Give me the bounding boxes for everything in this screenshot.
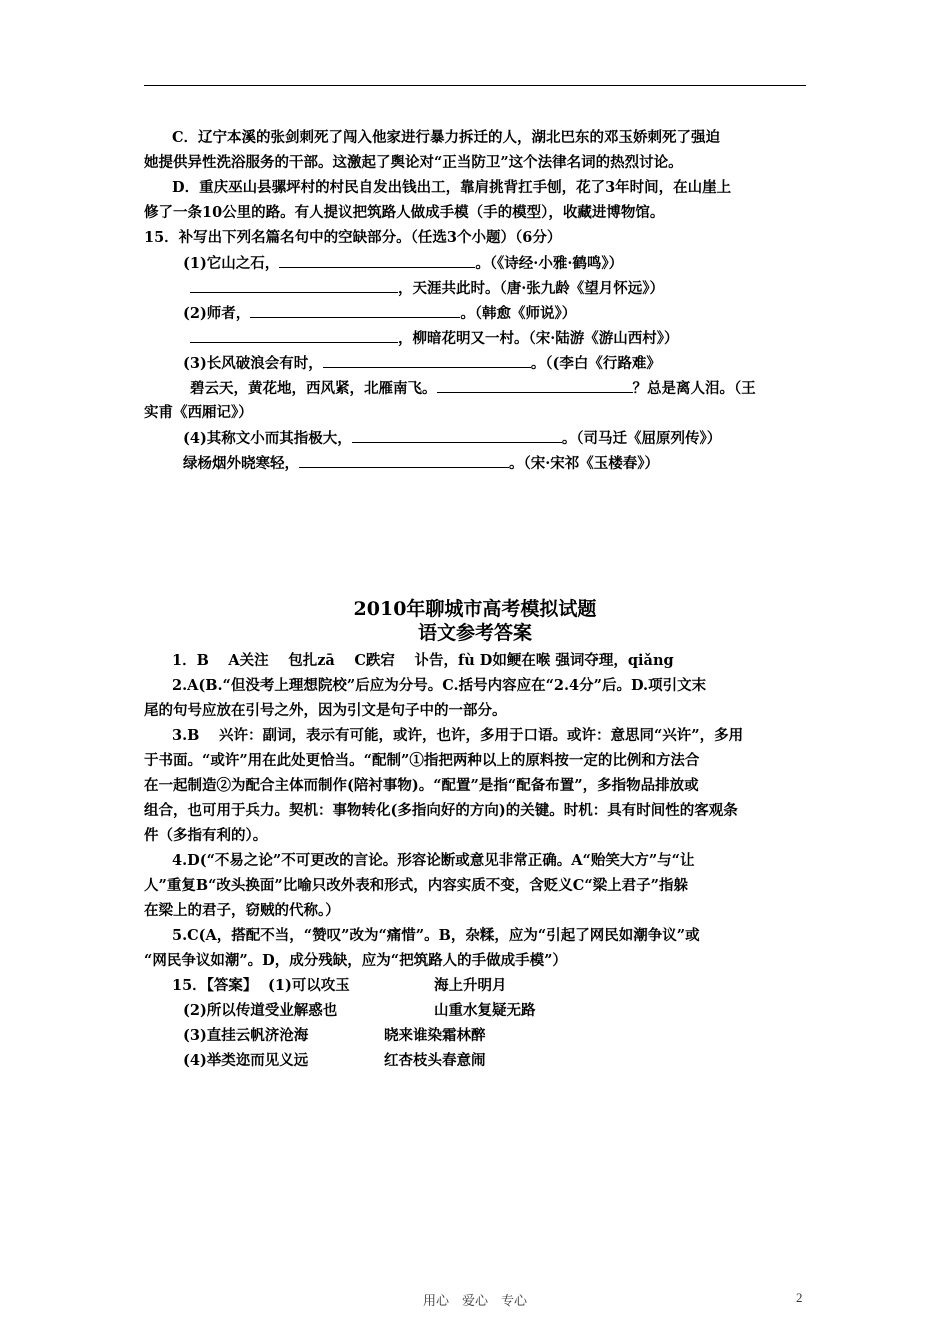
- q15-3b-source: ？总是离人泪。（王: [632, 380, 756, 397]
- q15-2a-text: (2)师者，: [183, 305, 251, 322]
- blank-4b[interactable]: [299, 453, 509, 468]
- blank-3a[interactable]: [323, 353, 531, 368]
- q15-1a-text: (1)它山之石，: [183, 255, 280, 272]
- answer-3-line-1: 3.B 兴许：副词，表示有可能，或许，也许，多用于口语。或许：意思同“兴许”，多用: [172, 727, 744, 744]
- q15-item-4b: [183, 453, 659, 474]
- q15-header: 15．补写出下列名篇名句中的空缺部分。（任选3个小题）（6分）: [144, 229, 562, 246]
- answer-4-line-2: 人”重复B“改头换面”比喻只改外表和形式，内容实质不变，含贬义C“梁上君子”指躲: [144, 877, 688, 894]
- answer-1: 1．B A关注 包扎zā C跌宕 讣告，fù D如鲠在喉 强词夺理，qiǎng: [172, 652, 674, 669]
- q15-item-4a: [183, 428, 721, 449]
- answer-15-4a: (4)举类迩而见义远: [183, 1052, 309, 1069]
- answers-title: 2010年聊城市高考模拟试题: [353, 598, 597, 620]
- answer-15-3a: (3)直挂云帆济沧海: [183, 1027, 309, 1044]
- q15-4a-text: (4)其称文小而其指极大，: [183, 430, 352, 447]
- page-number: 2: [796, 1290, 803, 1305]
- q15-4b-source: 。（宋·宋祁《玉楼春》）: [509, 455, 660, 472]
- answer-3-line-2: 于书面。“或许”用在此处更恰当。“配制”①指把两种以上的原料按一定的比例和方法合: [144, 752, 700, 769]
- q15-4b-text: 绿杨烟外晓寒轻，: [183, 455, 299, 472]
- q15-item-3b: [190, 378, 756, 399]
- answer-2-line-2: 尾的句号应放在引号之外，因为引文是句子中的一部分。: [144, 702, 507, 719]
- q15-3b-text: 碧云天，黄花地，西风紧，北雁南飞。: [190, 380, 437, 397]
- header-rule: [144, 85, 806, 86]
- q15-1a-source: 。（《诗经·小雅·鹤鸣》）: [475, 255, 624, 272]
- q15-item-2a: [183, 303, 576, 324]
- q15-2b-source: ，柳暗花明又一村。（宋·陆游《游山西村》）: [398, 330, 679, 347]
- option-d-line-2: 修了一条10公里的路。有人提议把筑路人做成手模（手的模型），收藏进博物馆。: [144, 204, 665, 221]
- answer-15-1b: 海上升明月: [434, 977, 507, 994]
- answer-4-line-3: 在梁上的君子，窃贼的代称。）: [144, 902, 340, 919]
- answer-5-line-1: 5.C(A，搭配不当，“赞叹”改为“痛惜”。B，杂糅，应为“引起了网民如潮争议”或: [172, 927, 700, 944]
- page-footer: 用心 爱心 专心: [422, 1293, 527, 1308]
- q15-2a-source: 。（韩愈《师说》）: [460, 305, 577, 322]
- answer-15-4b: 红杏枝头春意闹: [384, 1052, 486, 1069]
- blank-4a[interactable]: [352, 428, 562, 443]
- answer-2-line-1: 2.A(B.“但没考上理想院校”后应为分号。C.括号内容应在“2.4分”后。D.项引文末: [172, 677, 707, 694]
- answer-5-line-2: “网民争议如潮”。D，成分残缺，应为“把筑路人的手做成手模”）: [144, 952, 567, 969]
- q15-4a-source: 。（司马迁《屈原列传》）: [561, 430, 722, 447]
- blank-3b[interactable]: [437, 378, 633, 393]
- answer-3-line-4: 组合，也可用于兵力。契机：事物转化(多指向好的方向)的关键。时机：具有时间性的客观条: [144, 802, 738, 819]
- q15-3a-text: (3)长风破浪会有时，: [183, 355, 323, 372]
- answer-4-line-1: 4.D(“不易之论”不可更改的言论。形容论断或意见非常正确。A“贻笑大方”与“让: [172, 852, 695, 869]
- answer-3-line-5: 件（多指有利的）。: [144, 827, 268, 844]
- option-c-line-2: 她提供异性洗浴服务的干部。这激起了舆论对“正当防卫”这个法律名词的热烈讨论。: [144, 154, 683, 171]
- q15-3a-source: 。（(李白《行路难》: [530, 355, 661, 372]
- option-c-line-1: C．辽宁本溪的张剑刺死了闯入他家进行暴力拆迁的人，湖北巴东的邓玉娇刺死了强迫: [172, 129, 721, 146]
- answer-3-line-3: 在一起制造②为配合主体而制作(陪衬事物)。“配置”是指“配备布置”，多指物品排放或: [144, 777, 699, 794]
- blank-1a[interactable]: [279, 253, 475, 268]
- blank-2b[interactable]: [190, 328, 398, 343]
- q15-item-3c: 实甫《西厢记》）: [144, 404, 253, 421]
- answer-15-2a: (2)所以传道受业解惑也: [183, 1002, 338, 1019]
- option-d-line-1: D．重庆巫山县骡坪村的村民自发出钱出工，靠肩挑背扛手刨，花了3年时间，在山崖上: [172, 179, 732, 196]
- q15-item-1b: [190, 278, 664, 299]
- blank-1b[interactable]: [190, 278, 398, 293]
- blank-2a[interactable]: [250, 303, 460, 318]
- q15-item-1a: [183, 253, 623, 274]
- answer-15-2b: 山重水复疑无路: [434, 1002, 536, 1019]
- answers-subtitle: 语文参考答案: [417, 622, 532, 644]
- answer-15-3b: 晓来谁染霜林醉: [384, 1027, 486, 1044]
- answer-15-label: 15．【答案】: [172, 977, 258, 994]
- q15-1b-source: ，天涯共此时。（唐·张九龄《望月怀远》）: [398, 280, 665, 297]
- answer-15-1a: (1)可以攻玉: [268, 977, 350, 994]
- q15-item-2b: [190, 328, 679, 349]
- q15-item-3a: [183, 353, 661, 374]
